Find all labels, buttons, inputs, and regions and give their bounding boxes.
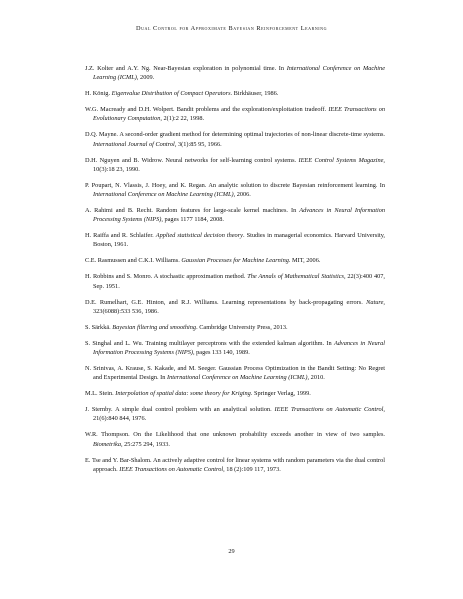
reference-text: C.E. Rasmussen and C.K.I. Williams. <box>85 257 182 265</box>
reference-venue: Advances in Neural Information Processing Systems (NIPS) <box>93 339 385 357</box>
reference-entry <box>85 298 385 316</box>
reference-details: . Springer Verlag, 1999. <box>250 390 311 398</box>
reference-venue: Eigenvalue Distribution of Compact Operators <box>111 90 231 98</box>
reference-details: , 2006. <box>233 191 251 199</box>
reference-entry <box>85 105 385 123</box>
reference-text: W.R. Thompson. On the Likelihood that one unknown probability exceeds another in view of two samples. <box>85 431 385 439</box>
reference-entry <box>85 130 385 148</box>
reference-text: S. Singhal and L. Wu. Training multilayer perceptrons with the extended kalman algorithm. In <box>85 339 334 347</box>
reference-text: D.Q. Mayne. A second-order gradient method for determining optimal trajectories of non-linear discrete-time systems. <box>85 131 385 139</box>
reference-entry <box>85 456 385 474</box>
reference-text: J.Z. Kolter and A.Y. Ng. Near-Bayesian exploration in polynomial time. In <box>85 65 287 72</box>
reference-text: M.L. Stein. <box>85 390 116 398</box>
reference-entry <box>85 430 385 448</box>
reference-entry <box>85 256 385 265</box>
reference-text: J. Sternby. A simple dual control problem with an analytical solution. <box>85 406 275 414</box>
reference-details: , 3(1):85 95, 1966. <box>174 140 222 148</box>
reference-venue: Nature <box>366 298 384 306</box>
reference-details: , pages 1177 1184, 2008. <box>161 216 224 224</box>
reference-entry <box>85 389 385 398</box>
reference-entry <box>85 181 385 199</box>
reference-text: D.H. Nguyen and B. Widrow. Neural networks for self-learning control systems. <box>85 156 299 164</box>
reference-venue: International Journal of Control <box>93 140 175 148</box>
reference-text: N. Srinivas, A. Krause, S. Kakade, and M. Seeger. Gaussian Process Optimization in the Bandit Setting: No Regret and Experimental Design. In <box>85 365 385 382</box>
reference-entry <box>85 206 385 224</box>
reference-venue: IEEE Transactions on Automatic Control <box>274 406 384 414</box>
reference-details: , 10(3):18 23, 1990. <box>93 156 385 173</box>
reference-venue: Interpolation of spatial data: some theory for Kriging <box>115 390 251 398</box>
reference-text: H. Raiffa and R. Schlaifer. <box>85 232 156 240</box>
reference-venue: Gaussian Processes for Machine Learning <box>181 257 289 265</box>
reference-venue: International Conference on Machine Learning (ICML) <box>166 374 308 382</box>
reference-venue: International Conference on Machine Learning (ICML) <box>93 65 385 82</box>
reference-details: , 2010. <box>307 374 325 382</box>
reference-entry <box>85 364 385 382</box>
reference-details: , 2(1):2 22, 1998. <box>160 115 205 123</box>
reference-venue: The Annals of Mathematical Statistics <box>247 273 344 281</box>
reference-entry <box>85 339 385 357</box>
running-header: Dual Control for Approximate Bayesian Reinforcement Learning <box>135 25 328 32</box>
reference-details: , 25:275 294, 1933. <box>120 440 170 448</box>
reference-venue: IEEE Transactions on Evolutionary Computation <box>93 106 386 123</box>
reference-entry <box>85 231 385 249</box>
reference-venue: Bayesian filtering and smoothing <box>112 323 197 331</box>
reference-details: . Studies in managerial economics. Harvard University, Boston, 1961. <box>93 232 386 249</box>
reference-details: , 323(6088):533 536, 1986. <box>93 298 385 315</box>
reference-entry <box>85 323 385 332</box>
reference-details: . Birkhäuser, 1986. <box>230 90 279 98</box>
page-number: 29 <box>228 548 235 555</box>
reference-list <box>85 64 385 481</box>
reference-text: H. König. <box>85 90 112 98</box>
reference-entry <box>85 156 385 174</box>
reference-text: A. Rahimi and B. Recht. Random features for large-scale kernel machines. In <box>85 207 300 215</box>
reference-venue: IEEE Control Systems Magazine <box>298 156 384 164</box>
reference-entry <box>85 272 385 290</box>
reference-text: E. Tse and Y. Bar-Shalom. An actively adaptive control for linear systems with random parameters via the dual control approach. <box>85 456 385 473</box>
reference-details: , 22(3):400 407, Sep. 1951. <box>93 273 385 290</box>
reference-entry <box>85 89 385 98</box>
reference-details: . MIT, 2006. <box>288 257 321 265</box>
reference-text: D.E. Rumelhart, G.E. Hinton, and R.J. Williams. Learning representations by back-propagating errors. <box>85 298 367 306</box>
reference-entry <box>85 405 385 423</box>
reference-details: , 2009. <box>136 74 155 82</box>
reference-details: . Cambridge University Press, 2013. <box>196 323 288 331</box>
reference-text: H. Robbins and S. Monro. A stochastic approximation method. <box>85 273 248 281</box>
reference-venue: Applied statistical decision theory <box>155 232 243 240</box>
reference-text: W.G. Macready and D.H. Wolpert. Bandit problems and the exploration/exploitation tradeoff. <box>85 106 329 114</box>
reference-details: , 21(6):840 844, 1976. <box>93 406 385 423</box>
reference-entry <box>85 64 385 82</box>
reference-venue: Advances in Neural Information Processing Systems (NIPS) <box>93 207 385 224</box>
reference-text: P. Poupart, N. Vlassis, J. Hoey, and K. Regan. An analytic solution to discrete Bayesian reinforcement learning. In <box>85 181 385 189</box>
reference-details: , pages 133 140, 1989. <box>192 349 250 357</box>
reference-venue: International Conference on Machine Learning (ICML) <box>93 191 234 199</box>
reference-venue: IEEE Transactions on Automatic Control <box>119 465 224 473</box>
reference-details: , 18 (2):109 117, 1973. <box>223 465 281 473</box>
reference-text: S. Särkkä. <box>85 323 113 331</box>
reference-venue: Biometrika <box>93 440 121 448</box>
